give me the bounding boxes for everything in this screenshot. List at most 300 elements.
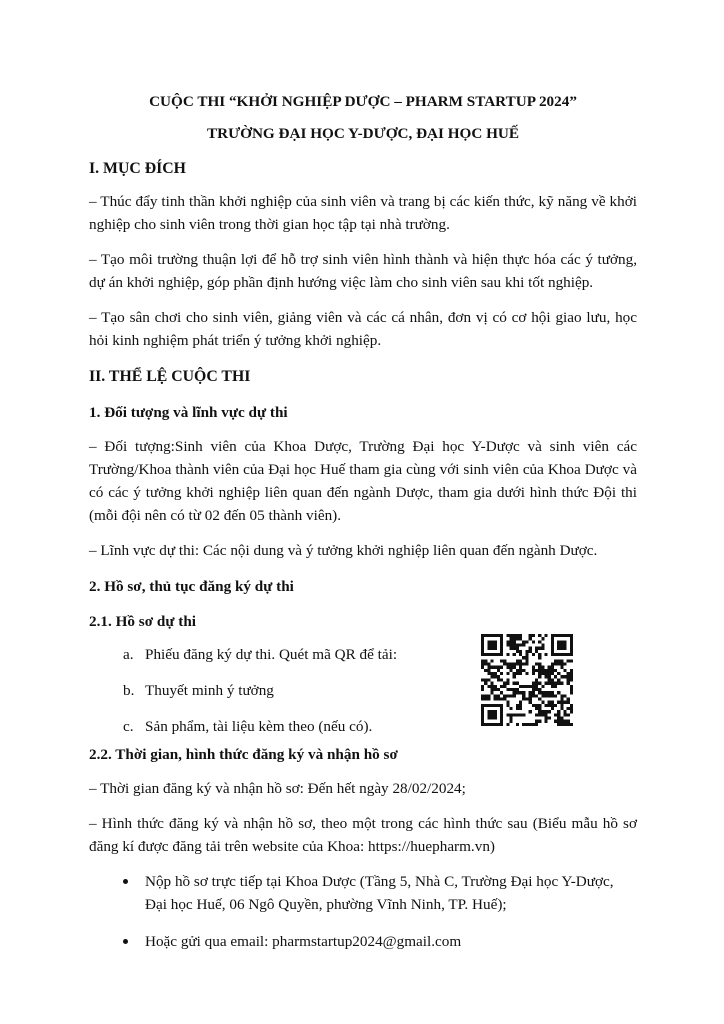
qr-module [487, 653, 490, 656]
qr-module [567, 701, 570, 704]
qr-module [535, 694, 538, 697]
qr-module [570, 640, 573, 643]
qr-module [522, 697, 525, 700]
qr-module [497, 678, 500, 681]
qr-module [513, 688, 516, 691]
qr-module [516, 637, 519, 640]
qr-module [525, 685, 528, 688]
qr-module [484, 697, 487, 700]
qr-module [513, 672, 516, 675]
qr-module [570, 688, 573, 691]
qr-module [506, 682, 509, 685]
qr-module [513, 634, 516, 637]
list-item-text: Phiếu đăng ký dự thi. Quét mã QR để tải: [145, 646, 398, 663]
qr-module [557, 691, 560, 694]
qr-module [513, 713, 516, 716]
qr-module [516, 672, 519, 675]
qr-module [513, 647, 516, 650]
qr-module [560, 675, 563, 678]
qr-module [563, 710, 566, 713]
qr-module [491, 675, 494, 678]
qr-module [500, 666, 503, 669]
qr-module [570, 678, 573, 681]
qr-module [557, 710, 560, 713]
qr-module [570, 669, 573, 672]
qr-module [516, 707, 519, 710]
qr-module [560, 666, 563, 669]
qr-module [519, 669, 522, 672]
qr-module [532, 704, 535, 707]
qr-module [532, 685, 535, 688]
qr-module [563, 723, 566, 726]
qr-module [570, 650, 573, 653]
qr-module [513, 694, 516, 697]
qr-module [516, 682, 519, 685]
qr-module [554, 713, 557, 716]
qr-module [532, 672, 535, 675]
qr-module [491, 653, 494, 656]
qr-module [570, 637, 573, 640]
qr-module [570, 710, 573, 713]
qr-module [519, 653, 522, 656]
qr-module [567, 697, 570, 700]
qr-module [481, 713, 484, 716]
qr-module [535, 688, 538, 691]
qr-module [544, 694, 547, 697]
qr-module [551, 644, 554, 647]
qr-module [541, 691, 544, 694]
qr-module [554, 653, 557, 656]
qr-module [532, 640, 535, 643]
qr-module [538, 707, 541, 710]
qr-module [516, 669, 519, 672]
qr-module [560, 707, 563, 710]
list-item [123, 716, 445, 738]
qr-module [510, 634, 513, 637]
qr-module [487, 713, 490, 716]
qr-module [557, 723, 560, 726]
paragraph: – Thúc đẩy tinh thần khởi nghiệp của sinh viên và trang bị các kiến thức, kỹ năng về khởi nghiệp cho sinh viên trong thời gian học tập tại nhà trường. [89, 193, 637, 233]
qr-module [544, 720, 547, 723]
qr-module [497, 634, 500, 637]
qr-module [560, 716, 563, 719]
qr-module [563, 694, 566, 697]
qr-module [563, 647, 566, 650]
qr-module [484, 704, 487, 707]
qr-module [563, 720, 566, 723]
qr-module [529, 701, 532, 704]
qr-module [529, 697, 532, 700]
list-item [145, 870, 637, 916]
paragraph: – Đối tượng:Sinh viên của Khoa Dược, Trường Đại học Y-Dược và sinh viên các Trường/Khoa thành viên của Đại học Huế tham gia cùng với sinh viên của Khoa Dược và có các ý tưởng khởi nghiệp liên quan đến ngành Dược, tham gia dưới hình thức Đội thi (mỗi đội nên có từ 02 đến 05 thành viên). [89, 438, 637, 524]
qr-module [519, 634, 522, 637]
qr-module [497, 653, 500, 656]
qr-module [500, 685, 503, 688]
qr-module [563, 713, 566, 716]
qr-module [481, 688, 484, 691]
qr-module [532, 723, 535, 726]
qr-module [551, 640, 554, 643]
qr-module [481, 723, 484, 726]
qr-module [525, 650, 528, 653]
qr-module [506, 694, 509, 697]
qr-module [516, 644, 519, 647]
qr-module [516, 723, 519, 726]
qr-module [519, 685, 522, 688]
qr-module [567, 723, 570, 726]
qr-module [557, 634, 560, 637]
qr-module [510, 666, 513, 669]
qr-module [503, 682, 506, 685]
qr-module [570, 647, 573, 650]
qr-module [481, 697, 484, 700]
qr-module [516, 650, 519, 653]
qr-module [529, 637, 532, 640]
qr-module [494, 666, 497, 669]
qr-module [548, 694, 551, 697]
qr-module [510, 647, 513, 650]
qr-module [500, 650, 503, 653]
qr-module [481, 685, 484, 688]
qr-module [510, 716, 513, 719]
qr-module [538, 688, 541, 691]
qr-module [529, 694, 532, 697]
qr-module [491, 640, 494, 643]
qr-module [510, 644, 513, 647]
qr-module [497, 688, 500, 691]
qr-module [544, 691, 547, 694]
qr-module [487, 716, 490, 719]
subsection-heading-documents: 2.1. Hồ sơ dự thi [89, 613, 196, 630]
qr-module [522, 669, 525, 672]
qr-module [554, 682, 557, 685]
qr-module [548, 704, 551, 707]
qr-module [567, 653, 570, 656]
qr-module [519, 644, 522, 647]
qr-module [513, 682, 516, 685]
qr-module [506, 688, 509, 691]
qr-module [487, 678, 490, 681]
qr-module [560, 634, 563, 637]
qr-module [560, 701, 563, 704]
qr-module [494, 710, 497, 713]
qr-module [532, 694, 535, 697]
qr-module [506, 723, 509, 726]
subsection-heading-registration: 2. Hồ sơ, thủ tục đăng ký dự thi [89, 578, 294, 595]
qr-module [491, 713, 494, 716]
qr-module [535, 723, 538, 726]
document-title: CUỘC THI “KHỞI NGHIỆP DƯỢC – PHARM STARTUP 2024” [149, 93, 577, 110]
qr-module [487, 697, 490, 700]
qr-module [551, 701, 554, 704]
qr-module [510, 663, 513, 666]
qr-module [538, 713, 541, 716]
qr-module [544, 672, 547, 675]
qr-module [487, 634, 490, 637]
qr-module [538, 666, 541, 669]
qr-module [535, 663, 538, 666]
qr-module [494, 644, 497, 647]
qr-module [551, 678, 554, 681]
qr-module [570, 659, 573, 662]
qr-module [494, 716, 497, 719]
qr-module [491, 659, 494, 662]
qr-module [481, 644, 484, 647]
qr-module [494, 640, 497, 643]
qr-module [551, 663, 554, 666]
qr-module [500, 672, 503, 675]
qr-module [481, 663, 484, 666]
qr-module [551, 707, 554, 710]
qr-module [513, 640, 516, 643]
qr-module [481, 720, 484, 723]
qr-module [551, 666, 554, 669]
qr-module [487, 723, 490, 726]
qr-module [557, 644, 560, 647]
qr-module [529, 710, 532, 713]
qr-module [554, 675, 557, 678]
qr-module [487, 685, 490, 688]
qr-module [560, 644, 563, 647]
qr-module [538, 672, 541, 675]
qr-module [570, 685, 573, 688]
qr-module [487, 672, 490, 675]
qr-module [487, 704, 490, 707]
qr-module [551, 653, 554, 656]
qr-module [563, 634, 566, 637]
qr-module [535, 678, 538, 681]
qr-module [500, 647, 503, 650]
paragraph: – Thời gian đăng ký và nhận hồ sơ: Đến hết ngày 28/02/2024; [89, 780, 466, 797]
qr-module [557, 682, 560, 685]
qr-module [494, 685, 497, 688]
qr-module [516, 647, 519, 650]
qr-module [519, 659, 522, 662]
qr-module [506, 666, 509, 669]
qr-module [548, 672, 551, 675]
qr-module [513, 644, 516, 647]
qr-module [484, 723, 487, 726]
qr-module [544, 634, 547, 637]
qr-module [519, 704, 522, 707]
qr-module [497, 669, 500, 672]
qr-module [481, 666, 484, 669]
qr-module [544, 669, 547, 672]
qr-module [484, 634, 487, 637]
qr-module [500, 704, 503, 707]
qr-module [484, 669, 487, 672]
qr-module [563, 663, 566, 666]
submission-methods-list [89, 870, 637, 953]
qr-module [516, 713, 519, 716]
qr-module [500, 710, 503, 713]
qr-module [554, 669, 557, 672]
qr-module [538, 634, 541, 637]
qr-module [570, 707, 573, 710]
qr-module [560, 704, 563, 707]
qr-module [494, 647, 497, 650]
qr-module [481, 716, 484, 719]
qr-code-graphic [481, 634, 573, 726]
qr-module [491, 644, 494, 647]
qr-module [503, 685, 506, 688]
qr-module [516, 634, 519, 637]
qr-module [525, 653, 528, 656]
qr-module [532, 653, 535, 656]
qr-module [560, 720, 563, 723]
qr-module [557, 713, 560, 716]
qr-module [548, 675, 551, 678]
list-marker: a. [123, 646, 134, 663]
qr-module [554, 694, 557, 697]
qr-module [522, 691, 525, 694]
qr-module [538, 691, 541, 694]
qr-module [538, 720, 541, 723]
qr-module [538, 682, 541, 685]
paragraph: – Tạo sân chơi cho sinh viên, giảng viên và các cá nhân, đơn vị có cơ hội giao lưu, học hỏi kinh nghiệm phát triển ý tưởng khởi nghiệp. [89, 309, 637, 349]
qr-module [497, 704, 500, 707]
qr-module [548, 691, 551, 694]
qr-module [525, 659, 528, 662]
qr-module [491, 634, 494, 637]
qr-module [548, 682, 551, 685]
qr-module [484, 663, 487, 666]
qr-module [481, 653, 484, 656]
qr-module [484, 653, 487, 656]
qr-module [557, 678, 560, 681]
qr-module [560, 640, 563, 643]
qr-module [506, 653, 509, 656]
qr-module [560, 694, 563, 697]
qr-module [532, 688, 535, 691]
qr-module [563, 644, 566, 647]
qr-module [538, 653, 541, 656]
qr-module [522, 656, 525, 659]
qr-module [563, 653, 566, 656]
qr-module [516, 704, 519, 707]
qr-module [487, 640, 490, 643]
subsection-heading-timeline: 2.2. Thời gian, hình thức đăng ký và nhận hồ sơ [89, 746, 398, 763]
qr-code-icon[interactable] [481, 634, 573, 726]
paragraph: – Hình thức đăng ký và nhận hồ sơ, theo một trong các hình thức sau (Biểu mẫu hồ sơ đăng kí được đăng tải trên website của Khoa: https://huepharm.vn) [89, 815, 637, 855]
qr-module [570, 704, 573, 707]
qr-module [500, 659, 503, 662]
qr-module [481, 710, 484, 713]
qr-module [567, 659, 570, 662]
qr-module [484, 678, 487, 681]
qr-module [519, 663, 522, 666]
qr-module [491, 710, 494, 713]
document-list [89, 644, 445, 738]
qr-module [494, 688, 497, 691]
qr-module [500, 678, 503, 681]
qr-module [481, 637, 484, 640]
qr-module [481, 678, 484, 681]
qr-module [570, 644, 573, 647]
qr-module [570, 675, 573, 678]
qr-module [519, 637, 522, 640]
qr-module [532, 682, 535, 685]
qr-module [538, 647, 541, 650]
qr-module [560, 723, 563, 726]
qr-module [535, 707, 538, 710]
qr-module [541, 694, 544, 697]
qr-module [481, 694, 484, 697]
qr-module [560, 663, 563, 666]
qr-module [506, 644, 509, 647]
qr-module [557, 647, 560, 650]
qr-module [544, 704, 547, 707]
qr-module [535, 704, 538, 707]
qr-module [567, 713, 570, 716]
qr-module [510, 688, 513, 691]
qr-module [522, 644, 525, 647]
bullet-icon [123, 879, 128, 884]
qr-module [557, 701, 560, 704]
qr-module [497, 697, 500, 700]
qr-module [510, 640, 513, 643]
qr-module [544, 675, 547, 678]
qr-module [522, 685, 525, 688]
qr-module [529, 723, 532, 726]
qr-module [510, 720, 513, 723]
qr-module [567, 720, 570, 723]
qr-module [557, 720, 560, 723]
qr-module [506, 640, 509, 643]
qr-module [535, 685, 538, 688]
qr-module [481, 634, 484, 637]
document-subtitle: TRƯỜNG ĐẠI HỌC Y-DƯỢC, ĐẠI HỌC HUẾ [206, 125, 520, 142]
qr-module [544, 716, 547, 719]
qr-module [491, 685, 494, 688]
qr-module [494, 634, 497, 637]
qr-module [560, 682, 563, 685]
qr-module [557, 640, 560, 643]
qr-module [525, 697, 528, 700]
qr-module [487, 710, 490, 713]
qr-module [491, 691, 494, 694]
qr-module [548, 701, 551, 704]
qr-module [551, 637, 554, 640]
qr-module [535, 650, 538, 653]
qr-module [491, 723, 494, 726]
qr-module [494, 672, 497, 675]
qr-module [500, 634, 503, 637]
qr-module [494, 704, 497, 707]
qr-module [538, 640, 541, 643]
qr-module [551, 669, 554, 672]
qr-module [570, 723, 573, 726]
qr-module [491, 647, 494, 650]
qr-module [525, 663, 528, 666]
qr-module [551, 672, 554, 675]
qr-module [567, 682, 570, 685]
qr-module [519, 713, 522, 716]
qr-module [500, 716, 503, 719]
qr-module [481, 650, 484, 653]
qr-module [544, 682, 547, 685]
qr-module [503, 663, 506, 666]
qr-module [563, 669, 566, 672]
qr-module [500, 644, 503, 647]
qr-module [532, 669, 535, 672]
qr-module [510, 694, 513, 697]
qr-module [516, 691, 519, 694]
qr-module [491, 688, 494, 691]
qr-module [554, 634, 557, 637]
list-item [123, 680, 445, 702]
qr-module [525, 723, 528, 726]
